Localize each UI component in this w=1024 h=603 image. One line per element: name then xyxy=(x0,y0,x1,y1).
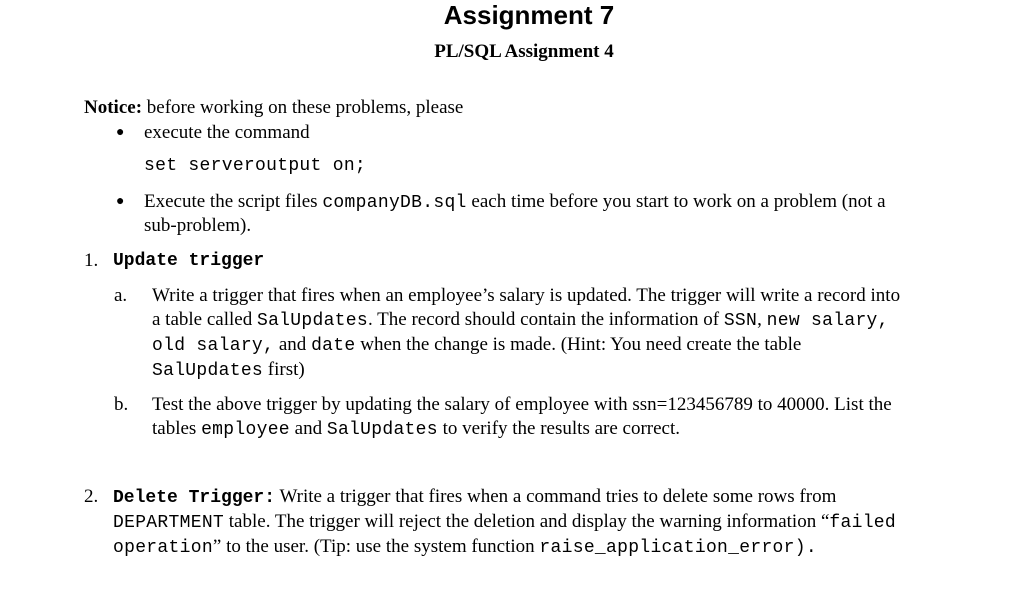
bullet-icon: ● xyxy=(116,125,125,140)
bullet-1-code: set serveroutput on; xyxy=(144,156,367,176)
problem-1b-line2: tables employee and SalUpdates to verify the results are correct. xyxy=(152,418,681,440)
problem-1b-line1: Test the above trigger by updating the salary of employee with ssn=123456789 to 40000. List the xyxy=(152,394,892,415)
problem-1a-line3: old salary, and date when the change is made. (Hint: You need create the table xyxy=(152,334,802,356)
problem-1a-label: a. xyxy=(114,285,128,306)
page-title: Assignment 7 xyxy=(443,0,615,30)
notice-text: before working on these problems, please xyxy=(142,97,464,118)
problem-1-number: 1. xyxy=(84,250,99,271)
problem-1a-line2: a table called SalUpdates. The record should contain the information of SSN, new salary, xyxy=(152,309,889,331)
problem-2-number: 2. xyxy=(84,486,99,507)
notice-line xyxy=(84,96,463,120)
page-subtitle: PL/SQL Assignment 4 xyxy=(434,41,614,62)
problem-1-heading: Update trigger xyxy=(113,251,265,271)
notice-label: Notice: xyxy=(84,97,143,118)
problem-2-line1: Delete Trigger: Write a trigger that fires when a command tries to delete some rows from xyxy=(113,486,837,508)
problem-2-heading: Delete Trigger: xyxy=(113,488,276,508)
problem-1b-label: b. xyxy=(114,394,129,415)
bullet-1-text: execute the command xyxy=(144,122,310,143)
problem-1a-line4: SalUpdates first) xyxy=(152,359,305,381)
bullet-icon: ● xyxy=(116,194,125,209)
problem-2-line2: DEPARTMENT table. The trigger will reject the deletion and display the warning information “failed xyxy=(113,511,897,533)
bullet-2-line1: Execute the script files companyDB.sql each time before you start to work on a problem (not a xyxy=(144,191,886,213)
file-name: companyDB.sql xyxy=(322,193,467,213)
problem-1a-line1: Write a trigger that fires when an employee’s salary is updated. The trigger will write a record into xyxy=(152,285,901,306)
problem-2-line3: operation” to the user. (Tip: use the system function raise_application_error). xyxy=(113,536,817,558)
bullet-2-line2: sub-problem). xyxy=(144,215,252,236)
